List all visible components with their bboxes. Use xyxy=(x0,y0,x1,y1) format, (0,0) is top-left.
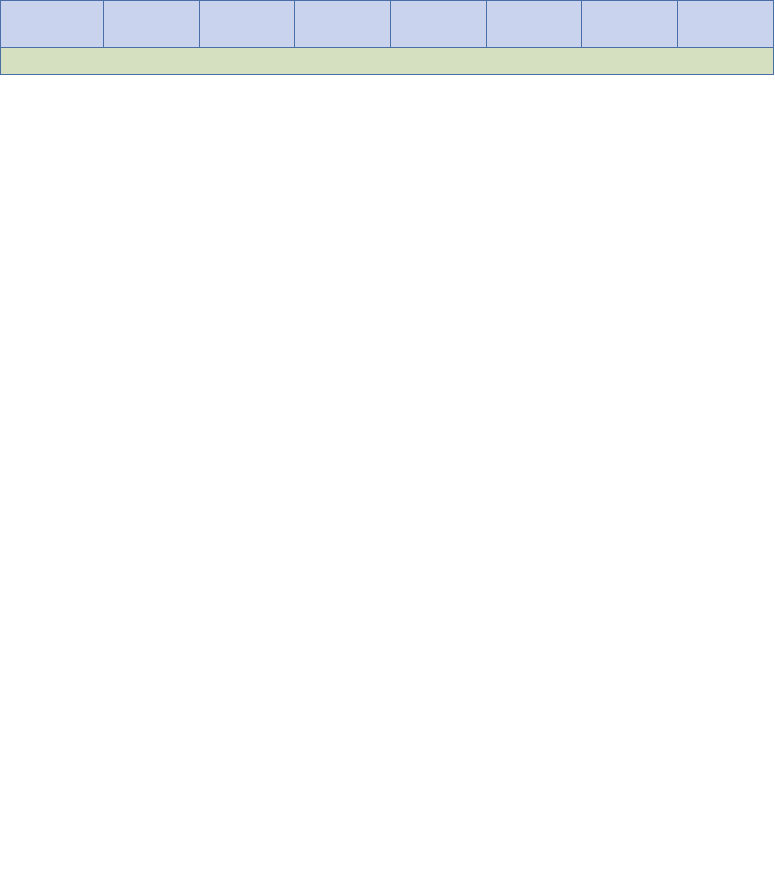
region-row xyxy=(1,48,774,75)
day-header xyxy=(103,1,199,48)
day-header xyxy=(678,1,774,48)
day-header xyxy=(582,1,678,48)
day-header xyxy=(391,1,487,48)
header-label xyxy=(1,1,104,48)
header-row xyxy=(1,1,774,48)
region-title xyxy=(1,48,774,75)
forecast-table xyxy=(0,0,774,75)
forecast-body xyxy=(1,1,774,75)
day-header xyxy=(199,1,295,48)
day-header xyxy=(295,1,391,48)
day-header xyxy=(486,1,582,48)
